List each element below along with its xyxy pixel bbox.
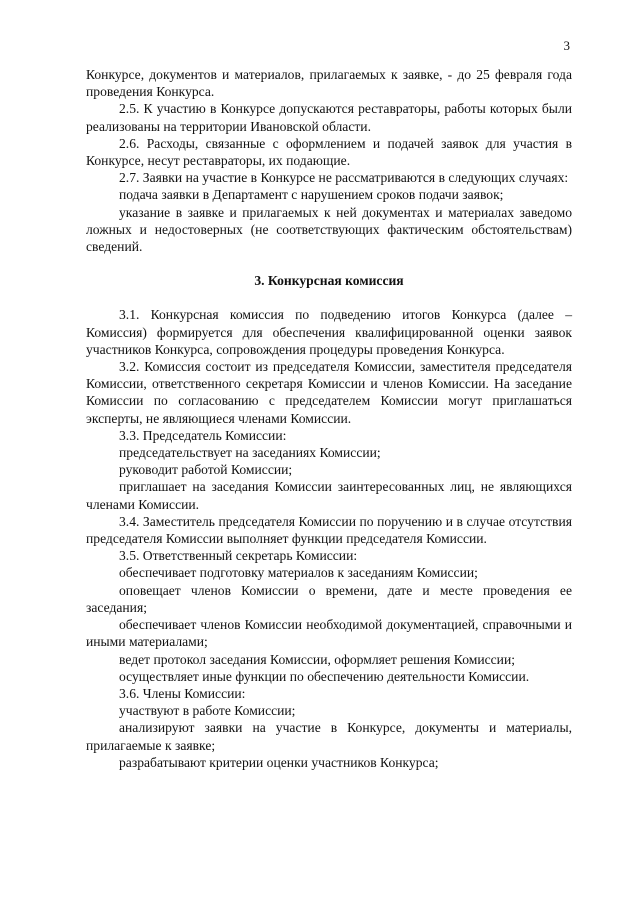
list-item: участвуют в работе Комиссии; (119, 703, 296, 719)
paragraph-2-7: 2.7. Заявки на участие в Конкурсе не рассматриваются в следующих случаях: (119, 170, 569, 186)
list-item: ведет протокол заседания Комиссии, оформляет решения Комиссии; (119, 651, 516, 667)
paragraph-3-4: 3.4. Заместитель председателя Комиссии по поручению и в случае отсутствия председателя Комиссии выполняет функции председателя Комиссии. (86, 513, 572, 547)
paragraph-2-5: 2.5. К участию в Конкурсе допускаются реставраторы, работы которых были реализованы на территории Ивановской области. (86, 101, 572, 134)
list-item-false-information: указание в заявке и прилагаемых к ней документах и материалах заведомо ложных и недостоверных (не соответствующих фактическим обстоятельствам) сведений. (86, 204, 572, 255)
list-item: осуществляет иные функции по обеспечению деятельности Комиссии. (119, 668, 530, 684)
list-item: анализируют заявки на участие в Конкурсе, документы и материалы, прилагаемые к заявке; (86, 720, 572, 753)
list-item: председательствует на заседаниях Комиссии; (119, 445, 381, 461)
paragraph-3-3: 3.3. Председатель Комиссии: (119, 427, 287, 443)
list-item: приглашает на заседания Комиссии заинтересованных лиц, не являющихся членами Комиссии. (86, 479, 572, 512)
list-item: разрабатывают критерии оценки участников Конкурса; (119, 754, 439, 770)
paragraph-3-1: 3.1. Конкурсная комиссия по подведению итогов Конкурса (далее – Комиссия) формируется для обеспечения квалифицированной оценки заявок участников Конкурса, сопровождения процедуры проведения Конкурса. (86, 307, 572, 357)
list-item: обеспечивает членов Комиссии необходимой документацией, справочными и иными материалами; (86, 617, 572, 650)
list-item-late-submission: подача заявки в Департамент с нарушением сроков подачи заявок; (119, 187, 504, 203)
paragraph-3-5: 3.5. Ответственный секретарь Комиссии: (119, 548, 358, 564)
paragraph-continuation: Конкурсе, документов и материалов, прилагаемых к заявке, - до 25 февраля года проведения Конкурса. (86, 67, 572, 100)
list-item: обеспечивает подготовку материалов к заседаниям Комиссии; (119, 565, 478, 581)
list-item: оповещает членов Комиссии о времени, дате и месте проведения ее заседания; (86, 582, 572, 615)
paragraph-3-2: 3.2. Комиссия состоит из председателя Комиссии, заместителя председателя Комиссии, ответственного секретаря Комиссии и членов Комиссии. На заседание Комиссии по согласованию с председателем Комиссии могут приглашаться эксперты, не являющиеся членами Комиссии. (86, 359, 572, 426)
document-body (86, 66, 572, 771)
paragraph-2-6: 2.6. Расходы, связанные с оформлением и подачей заявок для участия в Конкурсе, несут реставраторы, их подающие. (86, 135, 572, 169)
list-item: руководит работой Комиссии; (119, 462, 293, 478)
paragraph-3-6: 3.6. Члены Комиссии: (119, 685, 246, 701)
page-number: 3 (563, 38, 570, 53)
section-heading: 3. Конкурсная комиссия (254, 273, 404, 289)
